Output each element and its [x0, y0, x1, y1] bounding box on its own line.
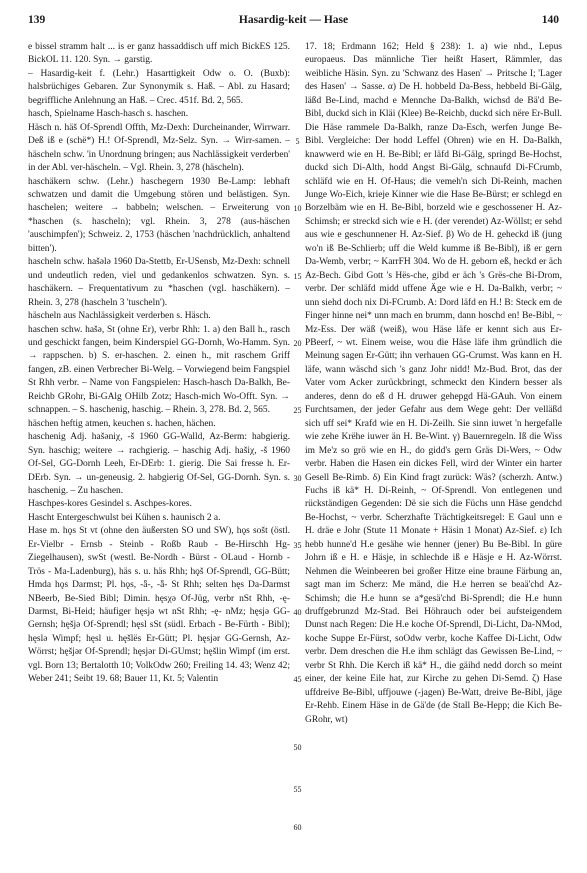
line-number: 25	[293, 406, 302, 415]
entry: hasch, Spielname Hasch-hasch s. haschen.	[28, 109, 189, 120]
entry: hascheln schw. hašələ 1960 Da-Stettb, Er-USensb, Mz-Dexh: schnell und undeutlich reden, viel und gedankenlos schwatzen. Syn. s. haschäkern. – Frequentativum zu *haschen (vgl. haschäkern). – Rhein. 3, 278 (hascheln 3 'tuscheln').	[28, 257, 290, 308]
entry: Hascht Entergeschwulst bei Kühen s. haunisch 2 a.	[28, 512, 221, 523]
entry: haschäkern schw. (Lehr.) haschegern 1930 Be-Lamp: lebhaft schwatzen und damit die Umgebung stören und belästigen. Syn. haschelen; weitere → babbeln; welschen. – Erweiterung von *haschen (s. hascheln); vgl. Rhein. 3, 278 (aus-häschen 'auschimpfen'); Schweiz. 2, 1753 (häschen 'nachdrücklich, anhaltend bitten').	[28, 176, 290, 254]
entry: Hase m. hǫs St vt (ohne den äußersten SO und SW), hǫs sošt (östl. Er-Vielbr - Ernsb - Steinb - Roßb Raub - Be-Hirschh Hg-Ziegelhausen), swSt (westl. Be-Nordh - Bürst - OLaud - Hornb - Trös - Ma-Ladenburg), häs s. u. häs Rhh; hǫš Of-Sprendl, GG-Bütt; Hmda hǫs Darmst; Pl. hǫs, -ǟ-, -ǟ- St Rhh; selten hęs Da-Darmst NBeerb, Be-Sied Bibl; Dimin. hęsχə Of-Jüg, verbr nSt Rhh, -ę- Darmst, Bi-Heid; häufiger hęsjə wt nSt Rhh; -ę- nMz; hęsjə GG-Gernsh; hęšjə Of-Sprendl; hęsl sSt (südl. Erbach - Be-Fürth - Bibl); hęslə Wimpf; hęsl u. hęšlës Er-Gütt; Pl. hęsjər GG-Gernsh, Az-Wörrst; hęšjər Of-Sprendl; hęsjər Di-GUmst; hęšlin Wimpf (im erst. vgl. Born 13; Bertalotth 10; VolkOdw 260; Freiling 14. 43; Wenz 42; Weber 241; Seibt 19. 68; Bauer 11, Kt. 5; Valentin	[28, 526, 290, 685]
line-number: 10	[293, 204, 302, 213]
line-number: 60	[293, 823, 302, 832]
entry: häscheln aus Nachlässigkeit verderben s. Häsch.	[28, 311, 211, 322]
right-column	[305, 41, 562, 727]
page-header	[28, 14, 559, 30]
running-title: Hasardig-keit — Hase	[238, 14, 349, 26]
entry: häschen heftig atmen, keuchen s. hachen, hächen.	[28, 418, 216, 429]
page-number-right: 140	[541, 14, 559, 26]
left-column	[28, 41, 290, 687]
entry: Haschpes-kores Gesindel s. Aschpes-kores.	[28, 499, 192, 510]
line-number: 55	[293, 785, 302, 794]
page-number-left: 139	[28, 14, 46, 26]
entry: e bissel stramm halt ... is er ganz hassaddisch uff mich BickES 125. BickOL 11. 120. Syn. → garstig.	[28, 42, 290, 66]
entry: haschenig Adj. hašəniχ, -š 1960 GG-Walld, Az-Berm: habgierig. Syn. haschig; weitere → rachgierig. – haschig Adj. hašiχ, -š 1960 Of-Sel, GG-Dornh Leeh, Er-DErb: 1. gierig. Die Sai fresse h. Er-DErb. Syn. → un-geneusig. 2. habgierig Of-Sel, GG-Dornh. Syn. s. haschenig. – Zu haschen.	[28, 432, 290, 496]
entry: haschen schw. hašə, St (ohne Er), verbr Rhh: 1. a) den Ball h., rasch und geschickt fangen, beim Kinderspiel GG-Dornh, Wo-Hamm. Syn. → rappschen. b) S. er-haschen. 2. einen h., mit raschem Griff fangen, zB. einen Verbrecher Bi-Welg. – Vorwiegend beim Fangspiel St Rhh verbr. – Name von Fangspielen: Hasch-hasch Da-Balkh, Be-Reichb GRohr, Bi-GAlg OHilb Zotz; Hasch-mich Wo-Offt. Syn. → schnappen. – S. haschenig, haschig. – Rhein. 3, 278. Bd. 2, 565.	[28, 324, 290, 416]
entry: Häsch n. häš Of-Sprendl Offth, Mz-Dexh: Durcheinander, Wirrwarr. Deß iß e (schë*) H.! Of-Sprendl, Mz-Selz. Syn. → Wirr-samen. – häscheln schw. 'in Unordnung bringen; aus Nachlässigkeit verderben' in der Abl. ver-häscheln. – Vgl. Rhein. 3, 278 (häscheln).	[28, 122, 290, 174]
line-number: 45	[293, 675, 302, 684]
line-number: 5	[295, 137, 300, 146]
line-number: 40	[293, 608, 302, 617]
line-number: 35	[293, 541, 302, 550]
line-number: 30	[293, 474, 302, 483]
entry: 17. 18; Erdmann 162; Held § 238): 1. a) wie nhd., Lepus europaeus. Das männliche Tier heißt Hasert, Rämmler, das weibliche Häsin. Syn. zu 'Schwanz des Hasen' → Pritsche I; 'Lager des Hasen' → Sasse. α) De H. hobbeld Da-Bess, hebbeld Bi-Gälg, läßd Be-Lind, machd e Mennche Da-Balkh, wichsd de Bä'd Be-Bibl, duckd sich in Kläi (Klee) Be-Reichb, duckd sich nëre Er-Bull. Die Häse rammele Da-Balkh, ranze Da-Esch, werfen Junge Be-Bibl. Vergleiche: Der hodd Leffel (Ohren) wie en H. Da-Balkh, knawwerd wie en H. Be-Bibl; er läfd Bi-Gälg, springd Be-Hochst, duckd sich Di-Alth, hodd Angst Bi-Gälg, schnaufd Di-FCrumb, schläfd wie en H. Of-Haus; die vemeh'n sich Di-Reinh, machen Junge Wo-Eich, krieje Kinner wie die Hase Be-Bürst; er schlegd en Borzelbäm wie en H. Be-Bibl, borzeld wie e geschossener H. Az-Schimsh; er streckd sich wie e H. (der verendet) Az-Wöllst; er sehd aus wie e geschunnener H. Az-Sief. β) Wo de H. geheckd iß (jung wo'n iß Be-Schlierb; uff die Weld kumme iß Be-Bibl), iß er gern Da-Wemb, verbr; ~ KarrFH 304. Wo de H. geborn eß, heckd er äch Az-Bech. Gibd Gott 's Hës-che, gibd er äch 's Grës-che Bi-Drom, verbr. Der schläfd midd uffene Äge wie e H. Da-Balkh, verbr; ~ unn siehd doch nix Di-FCrumb. A: Dord läfd en H.! B: Steck em de Finger hinne nei* unn mach en brumm, dann hoschd en! Be-Bibl, ~ Mz-Ess. Der wäß (weiß), wou Häse läfe er kennt sich aus Er-PBeerf, ~ wt. Einem weise, wou die Häse läfe ihm gründlich die Meinung sagen Er-Gütt; ihn verhauen GG-Crumst. Was kann en H. läfe, wann wäschd sich 's ganz Johr nidd! Mz-Bud. Brot, das der Vater vom Acker zurückbringt, schmeckt den Kindern besser als anderes, denn do eß d H. druwer gehepgd Hä-GAuh. Von einem Furchtsamen, der jeder Gefahr aus dem Wege geht: Der velläßd sich uff sei* Krafd wie en H. Di-Zeilh. Sie sinn iuwet 'n hergefalle wie zehe Krëhe iuwer än H. Be-Wint. γ) Bauernregeln. Iß die Wiss im Me'z so grö wie en H., do gidd's gern Gräs Di-Wers, ~ Odw verbr. Haben die Hasen ein dickes Fell, wird der Winter ein harter Gesell Be-Rimb. δ) Ein Kind fragt zurück: Wäs? (scherzh. Antw.) Fuchs iß kä* H. Di-Reinh, ~ Of-Sprendl. Von entlegenen und rückständigen Gegenden: Dë sie sich die Füchs unn Häse gendchd Be-Hochst, ~ verbr. Scherzhafte Trächtigkeitsregel: E Gaul unn e H. dräe e Johr (Stute 11 Monate + Häsin 1 Monat) Az-Sief. ε) Ich hebb hunne'd H.e gesähe wie henner (jener) Bu Be-Bibl. In güre Johrn iß e H. e Häsje, in schlechde iß e Häsje e H. Az-Wörrst. Nehmen die Weinbeeren bei großer Hitze eine braune Färbung an, sagt man im Scherz: Me mänd, die H.e herren se beaä'chd Az-Schimsh; die H.e hunn se a*gesä'chd Bi-Sprendl; die H.e hunn druffgebrunzd Mz-Stad. Bei Höhrauch oder bei aufsteigendem Dunst nach Regen: Die H.e koche Of-Sprendl, Di-Licht, Da-NMod, koche Suppe Er-Fürst, soOdw verbr, koche Kaffee Di-Licht, Odw verbr. Dem dreschen die H.e ihm schlägt das Gewissen Be-Lind, ~ verbr St Rhh. Die Kerch iß kä* H., die gäihd nedd dorch so meint einer, der keine Eile hat, zur Kirche zu gehen Di-Semd. ζ) Hase uffdreive Be-Bibl, uffjouwe (-jagen) Be-Watt, dreive Be-Bibl, jäge Er-Rehb. Einem Häse in de Gä'de (de Stall Be-Hepp; die Kich Be-GRohr, wt)	[305, 42, 562, 725]
line-number: 20	[293, 339, 302, 348]
line-number: 50	[293, 743, 302, 752]
line-number: 15	[293, 272, 302, 281]
entry: – Hasardig-keit f. (Lehr.) Hasarttigkeit Odw o. O. (Buxb): halsbrüchiges Gebaren. Zur Synonymik s. Haß. – Abl. zu Hasard; begriffliche Anlehnung an Haß. – Crec. 451f. Bd. 2, 565.	[28, 68, 290, 106]
